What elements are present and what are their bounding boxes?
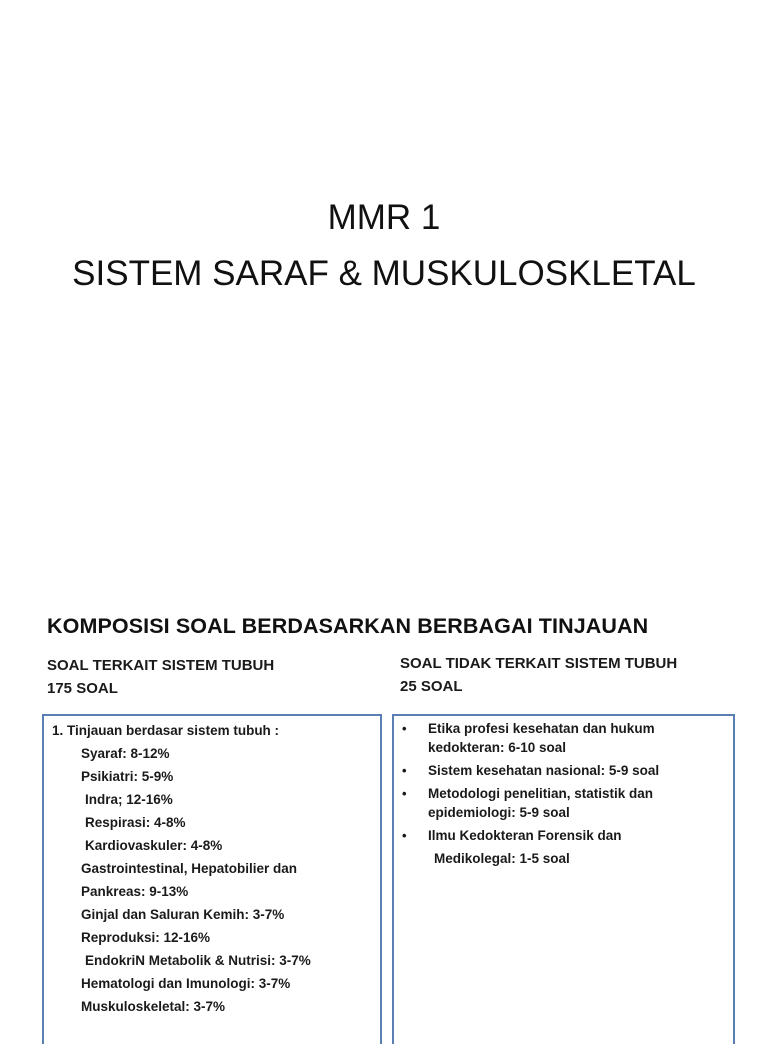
right-title-line-1: SOAL TIDAK TERKAIT SISTEM TUBUH <box>400 655 678 672</box>
left-column-title <box>47 654 274 700</box>
list-item: Reproduksi: 12-16% <box>81 930 211 945</box>
body-system-list <box>52 719 311 1018</box>
list-item: Pankreas: 9-13% <box>81 884 189 899</box>
bullet-item <box>400 826 730 845</box>
list-item: EndokriN Metabolik & Nutrisi: 3-7% <box>85 953 311 968</box>
title-line-1: MMR 1 <box>327 198 441 237</box>
right-title-line-2: 25 SOAL <box>400 678 463 695</box>
bullet-icon: • <box>402 828 407 843</box>
slide-title <box>0 190 768 302</box>
bullet-icon: • <box>402 786 407 801</box>
bullet-text: Ilmu Kedokteran Forensik dan <box>428 828 622 843</box>
composition-heading: KOMPOSISI SOAL BERDASARKAN BERBAGAI TINJAUAN <box>47 614 649 638</box>
title-line-2: SISTEM SARAF & MUSKULOSKLETAL <box>72 254 696 293</box>
list-item: Psikiatri: 5-9% <box>81 769 174 784</box>
list-intro: 1. Tinjauan berdasar sistem tubuh : <box>52 723 280 738</box>
bullet-text: kedokteran: 6-10 soal <box>428 740 567 755</box>
left-title-line-2: 175 SOAL <box>47 680 118 697</box>
list-item: Indra; 12-16% <box>85 792 173 807</box>
bullet-icon: • <box>402 763 407 778</box>
bullet-text: Sistem kesehatan nasional: 5-9 soal <box>428 763 660 778</box>
bullet-text: Metodologi penelitian, statistik dan <box>428 786 654 801</box>
list-item: Hematologi dan Imunologi: 3-7% <box>81 976 291 991</box>
composition-slide <box>0 600 768 1024</box>
list-item: Respirasi: 4-8% <box>85 815 186 830</box>
list-item: Syaraf: 8-12% <box>81 746 170 761</box>
list-item: Gastrointestinal, Hepatobilier dan <box>81 861 298 876</box>
bullet-item <box>400 719 730 757</box>
bullet-item <box>400 761 730 780</box>
right-column-title <box>400 652 677 698</box>
non-system-list <box>400 719 730 868</box>
list-item: Ginjal dan Saluran Kemih: 3-7% <box>81 907 285 922</box>
bullet-text: epidemiologi: 5-9 soal <box>428 805 570 820</box>
bullet-continuation: Medikolegal: 1-5 soal <box>434 851 570 866</box>
bullet-item <box>400 784 730 822</box>
bullet-text: Etika profesi kesehatan dan hukum <box>428 721 655 736</box>
list-item: Kardiovaskuler: 4-8% <box>85 838 223 853</box>
left-title-line-1: SOAL TERKAIT SISTEM TUBUH <box>47 657 275 674</box>
bullet-icon: • <box>402 721 407 736</box>
list-item: Muskuloskeletal: 3-7% <box>81 999 226 1014</box>
